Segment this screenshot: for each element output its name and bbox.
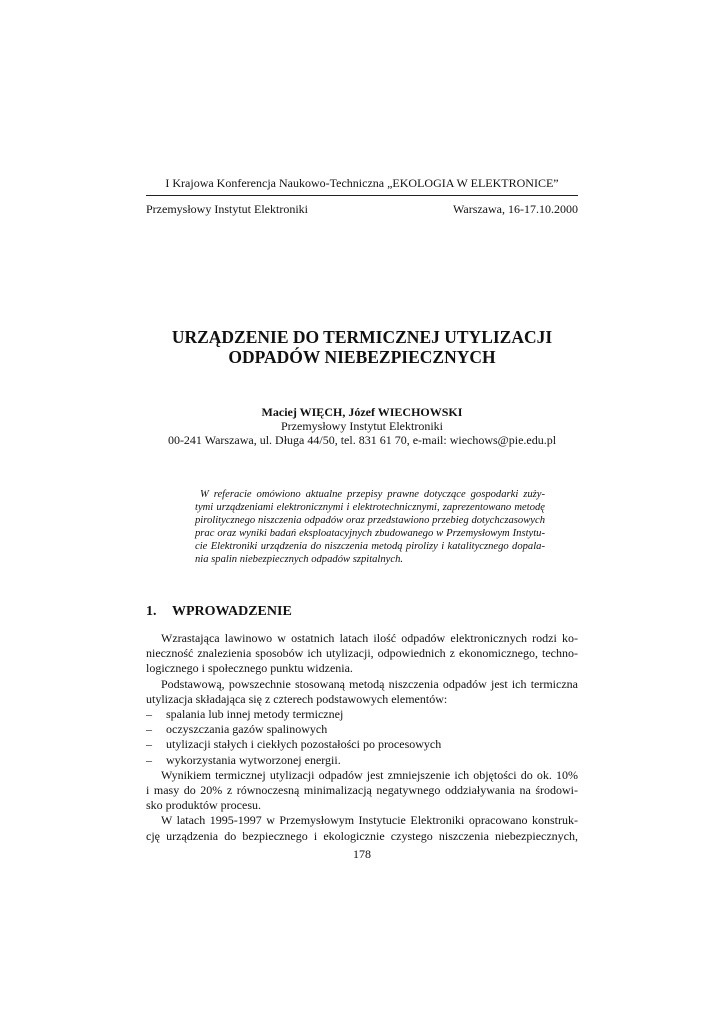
dash-marker: – <box>146 737 152 752</box>
list-item-text: oczyszczania gazów spalinowych <box>166 722 328 737</box>
list-item-text: spalania lub innej metody termicznej <box>166 707 344 722</box>
abstract-line: prac oraz wyniki badań eksploatacyjnych zbudowanego w Przemysłowym Instytu- <box>195 528 545 540</box>
body-line: utylizacja składająca się z czterech podstawowych elementów: <box>146 691 448 706</box>
author-block <box>146 405 578 447</box>
body-line: sko produktów procesu. <box>146 798 261 813</box>
body-line: logicznego i społecznego punktu widzenia. <box>146 661 353 676</box>
conference-header: I Krajowa Konferencja Naukowo-Techniczna „EKOLOGIA W ELEKTRONICE” <box>165 176 559 190</box>
abstract-line: W referacie omówiono aktualne przepisy prawne dotyczące gospodarki zuży- <box>200 489 545 500</box>
body-line: Podstawową, powszechnie stosowaną metodą niszczenia odpadów jest ich termiczna <box>161 676 578 691</box>
author-names: Maciej WIĘCH, Józef WIECHOWSKI <box>261 405 463 419</box>
paper-title <box>146 327 578 367</box>
body-text <box>146 631 578 844</box>
body-line: W latach 1995-1997 w Przemysłowym Instytucie Elektroniki opracowano konstruk- <box>161 813 578 828</box>
abstract-line: tymi urządzeniami elektronicznymi i elektrotechnicznymi, zaprezentowano metodę <box>195 502 545 514</box>
section-heading <box>146 604 292 620</box>
author-address: 00-241 Warszawa, ul. Długa 44/50, tel. 831 61 70, e-mail: wiechows@pie.edu.pl <box>167 433 557 447</box>
list-item-text: wykorzystania wytworzonej energii. <box>166 752 341 767</box>
section-number: 1. <box>146 604 157 619</box>
header-rule <box>146 195 578 196</box>
title-line-1: URZĄDZENIE DO TERMICZNEJ UTYLIZACJI <box>171 327 553 347</box>
body-line: Wzrastająca lawinowo w ostatnich latach ilość odpadów elektronicznych rodzi ko- <box>161 631 578 645</box>
body-line: cję urządzenia do bezpiecznego i ekologicznie czystego niszczenia niebezpiecznych, <box>146 828 578 843</box>
body-line: i masy do 20% z równoczesną minimalizacją negatywnego oddziaływania na środowi- <box>146 783 578 798</box>
abstract-line: pirolitycznego niszczenia odpadów oraz przedstawiono przebieg dotychczasowych <box>195 515 545 527</box>
abstract-line: cie Elektroniki urządzenia do niszczenia metodą pirolizy i katalitycznego dopala- <box>195 541 545 553</box>
body-line: Wynikiem termicznej utylizacji odpadów jest zmniejszenie ich objętości do ok. 10% <box>161 767 578 782</box>
dash-marker: – <box>146 752 152 767</box>
list-item <box>146 737 578 752</box>
body-line: nieczność znalezienia sposobów ich utylizacji, odpowiednich z ekonomicznego, techno- <box>146 646 578 661</box>
abstract-line: nia spalin niebezpiecznych odpadów szpitalnych. <box>195 554 404 566</box>
author-affiliation: Przemysłowy Instytut Elektroniki <box>281 419 443 433</box>
list-item-text: utylizacji stałych i ciekłych pozostałości po procesowych <box>166 737 442 752</box>
dash-marker: – <box>146 707 152 722</box>
title-line-2: ODPADÓW NIEBEZPIECZNYCH <box>228 347 496 367</box>
abstract <box>195 488 545 567</box>
header-place-date: Warszawa, 16-17.10.2000 <box>453 202 578 216</box>
dash-marker: – <box>146 722 152 737</box>
page-number: 178 <box>353 847 371 861</box>
list-item <box>146 707 578 722</box>
list-item <box>146 753 578 768</box>
header-organization: Przemysłowy Instytut Elektroniki <box>146 202 308 216</box>
section-title: WPROWADZENIE <box>172 604 292 619</box>
list-item <box>146 722 578 737</box>
